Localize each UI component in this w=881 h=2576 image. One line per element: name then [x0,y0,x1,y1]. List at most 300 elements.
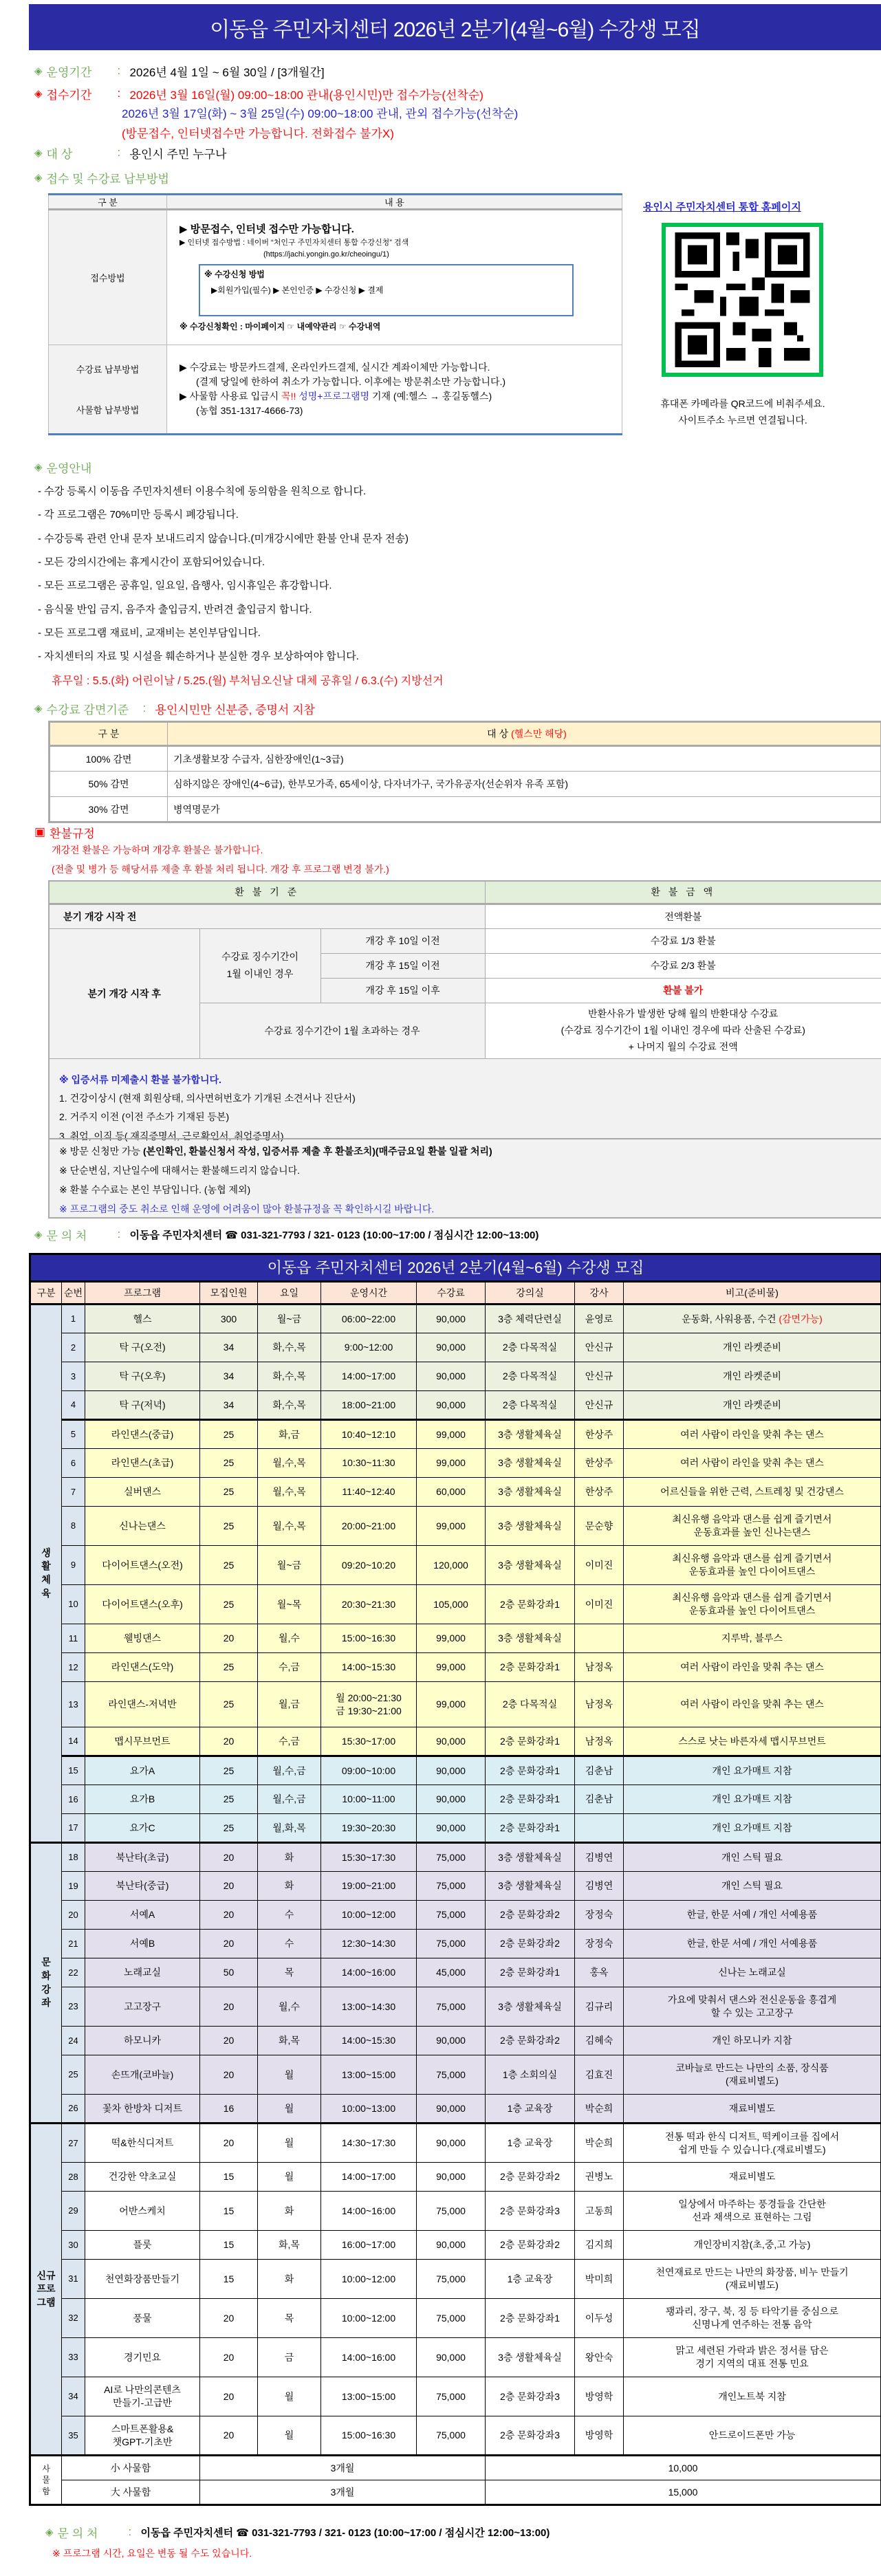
note [624,1756,881,1785]
fee: 90,000 [417,1305,486,1333]
classroom: 2층 문화강좌1 [486,1814,575,1843]
group-label-char: 강 [41,1983,51,1995]
schedule-time: 12:30~14:30 [321,1930,417,1958]
note-text: 개인노트북 지참 [718,2390,786,2402]
qr-caption: 사이트주소 누르면 연결됩니다. [678,415,807,426]
note [624,2299,881,2338]
divider [50,1138,881,1139]
column-header: 운영시간 [321,1282,417,1305]
table-row [30,1843,881,1872]
capacity: 20 [200,2027,258,2055]
instructor: 장정숙 [575,1930,624,1958]
note-text: 안드로이드폰만 가능 [708,2430,796,2441]
label: 문 의 처 [57,2526,98,2540]
note [624,2192,881,2231]
diamond-icon: ◈ [45,2526,54,2538]
table-row [30,1585,881,1624]
schedule-time: 19:00~21:00 [321,1872,417,1901]
note [624,1682,881,1727]
capacity: 20 [200,1930,258,1958]
instructor: 박순희 [575,2124,624,2163]
criteria-sub: 수강료 징수기간이 1월 초과하는 경우 [199,1003,485,1059]
group-label-char: 육 [41,1587,51,1599]
program-name: 하모니카 [85,2027,200,2055]
capacity: 20 [200,2377,258,2416]
note-text: 여러 사람이 라인을 맞춰 추는 댄스 [680,1457,824,1469]
program-name: 요가A [85,1756,200,1785]
classroom: 2층 문화강좌3 [486,2192,575,2231]
instructor [575,1624,624,1653]
group-label-char: 함 [42,2486,50,2496]
line: ▶ 수강료는 방문카드결제, 온라인카드결제, 실시간 계좌이체만 가능합니다. [180,362,490,373]
instructor: 이미진 [575,1546,624,1585]
row-number: 17 [62,1814,85,1843]
row-number: 20 [62,1901,85,1930]
note-text: 최신유행 음악과 댄스를 쉽게 즐기면서 운동효과를 높인 신나는댄스 [672,1514,832,1538]
instructor: 한상주 [575,1449,624,1478]
locker-name: 小 사물함 [62,2456,200,2480]
fee: 90,000 [417,2027,486,2055]
box-title: ※ 수강신청 방법 [204,270,265,280]
fee: 75,000 [417,1872,486,1901]
instructor: 박미희 [575,2260,624,2299]
days: 화 [258,2260,321,2299]
note [624,1391,881,1420]
schedule-time: 15:30~17:30 [321,1843,417,1872]
amount-line: 반환사유가 발생한 당해 월의 반환대상 수강료 [588,1008,779,1020]
row-number: 26 [62,2095,85,2124]
days: 월,수 [258,1624,321,1653]
capacity: 25 [200,1449,258,1478]
days: 월 [258,2163,321,2192]
classroom: 2층 문화강좌1 [486,1756,575,1785]
note [624,1478,881,1507]
table-row [30,1333,881,1362]
fee: 75,000 [417,1901,486,1930]
guide-item: - 자치센터의 자료 및 시설을 훼손하거나 분실한 경우 보상하여야 합니다. [38,651,359,663]
fee: 105,000 [417,1585,486,1624]
capacity: 16 [200,2095,258,2124]
row-number: 22 [62,1958,85,1987]
classroom: 1층 교육장 [486,2095,575,2124]
heading: 운영안내 [46,461,92,475]
classroom: 2층 문화강좌1 [486,1958,575,1987]
locker-period: 3개월 [200,2456,486,2480]
group-label-char: 사 [42,2464,50,2474]
table-row [30,2416,881,2456]
table-row [30,1756,881,1785]
program-name: 꽃차 한방차 디저트 [85,2095,200,2124]
note: ※ 환불 수수료는 본인 부담입니다. (농협 제외) [59,1184,251,1195]
schedule-time: 10:00~12:00 [321,2299,417,2338]
capacity: 20 [200,2124,258,2163]
label: 수강료 감면기준 [46,703,129,717]
fee: 75,000 [417,2416,486,2456]
schedule-time: 11:40~12:40 [321,1478,417,1507]
note [624,1843,881,1872]
instructor: 홍옥 [575,1958,624,1987]
note [624,1449,881,1478]
box-steps: ▶회원가입(필수) ▶ 본인인증 ▶ 수강신청 ▶ 결제 [211,285,384,296]
program-name: 서예B [85,1930,200,1958]
instructor: 남정옥 [575,1682,624,1727]
diamond-icon: ◈ [34,147,43,159]
fee: 45,000 [417,1958,486,1987]
row-number: 3 [62,1362,85,1391]
fee: 90,000 [417,1333,486,1362]
row-number: 9 [62,1546,85,1585]
label: 문 의 처 [46,1229,87,1243]
capacity: 20 [200,2416,258,2456]
note [624,1987,881,2027]
classroom: 3층 생활체육실 [486,1624,575,1653]
row-number: 6 [62,1449,85,1478]
schedule-time: 19:30~20:30 [321,1814,417,1843]
capacity: 25 [200,1756,258,1785]
schedule-time: 10:30~11:30 [321,1449,417,1478]
program-name: 탁 구(저녁) [85,1391,200,1420]
schedule-time: 14:00~17:00 [321,2163,417,2192]
days: 월,수,금 [258,1756,321,1785]
row-number: 28 [62,2163,85,2192]
schedule-table [29,1253,881,2506]
program-name: 고고장구 [85,1987,200,2027]
program-name: 스마트폰활용& 챗GPT-기초반 [85,2416,200,2456]
note [624,1814,881,1843]
classroom: 1층 소회의실 [486,2055,575,2095]
classroom: 2층 다목적실 [486,1682,575,1727]
note-text: 일상에서 마주하는 풍경들을 간단한 선과 채색으로 표현하는 그림 [678,2198,826,2223]
capacity: 25 [200,1546,258,1585]
note [624,2027,881,2055]
classroom: 2층 문화강좌3 [486,2416,575,2456]
footer-note: ※ 프로그램 시간, 요일은 변동 될 수도 있습니다. [52,2548,252,2559]
program-name: 신나는댄스 [85,1507,200,1546]
discount-row [50,772,881,797]
instructor: 김춘남 [575,1785,624,1814]
table-row [30,1653,881,1682]
instructor: 김지희 [575,2231,624,2260]
row-number: 7 [62,1478,85,1507]
capacity: 20 [200,2055,258,2095]
guide-heading [34,459,91,475]
table-row [30,1362,881,1391]
program-name: 경기민요 [85,2338,200,2377]
table-row [30,2338,881,2377]
fee: 75,000 [417,2260,486,2299]
classroom: 2층 문화강좌3 [486,2377,575,2416]
instructor: 안신규 [575,1391,624,1420]
classroom: 2층 문화강좌2 [486,1901,575,1930]
instructor: 박순희 [575,2095,624,2124]
schedule-time: 14:30~17:30 [321,2124,417,2163]
classroom: 3층 생활체육실 [486,1507,575,1546]
days: 화,목 [258,2231,321,2260]
note-text: 개인 스틱 필요 [721,1851,783,1863]
program-name: 탁 구(오전) [85,1333,200,1362]
qr-code[interactable] [662,223,823,377]
row-number: 14 [62,1727,85,1756]
discount-target: 심하지않은 장애인(4~6급), 한부모가족, 65세이상, 다자녀가구, 국가유공자(선순위자 유족 포함) [168,772,881,797]
criteria-period: 개강 후 15일 이후 [320,978,485,1003]
contact-text: 이동읍 주민자치센터 ☎ 031-321-7793 / 321- 0123 (10:00~17:00 / 점심시간 12:00~13:00) [129,1229,539,1241]
page-banner [29,4,881,50]
fee: 99,000 [417,1624,486,1653]
row-number: 25 [62,2055,85,2095]
fee: 90,000 [417,1727,486,1756]
program-name: 라인댄스(도약) [85,1653,200,1682]
note [624,2260,881,2299]
instructor: 김효진 [575,2055,624,2095]
header-target [168,722,881,746]
locker-fee: 15,000 [486,2480,881,2505]
schedule-time: 10:40~12:10 [321,1420,417,1449]
refund-heading [34,824,95,840]
note-text: 최신유행 음악과 댄스를 쉽게 즐기면서 운동효과를 높인 다이어트댄스 [672,1592,832,1616]
fee: 75,000 [417,1843,486,1872]
locker-payment-label: 사물함 납부방법 [76,405,140,415]
qr-code-icon [671,232,814,367]
discount-row [50,797,881,822]
program-name: 요가B [85,1785,200,1814]
capacity: 15 [200,2163,258,2192]
program-name: 웰빙댄스 [85,1624,200,1653]
row-number: 10 [62,1585,85,1624]
note-text: 개인 요가매트 지참 [712,1765,792,1776]
fee-payment-label: 수강료 납부방법 [76,364,140,375]
instructor: 남정옥 [575,1727,624,1756]
days: 수,금 [258,1653,321,1682]
days: 화,수,목 [258,1391,321,1420]
guide-item: - 수강등록 관련 안내 문자 보내드리지 않습니다.(미개강시에만 환불 안내 문자 전송) [38,532,409,545]
schedule-time: 15:30~17:00 [321,1727,417,1756]
header-amount: 환 불 금 액 [485,881,881,904]
days: 월 [258,2124,321,2163]
url-text[interactable]: (https://jachi.yongin.go.kr/cheoingu/1) [263,250,389,259]
instructor: 김병연 [575,1872,624,1901]
method-heading [34,169,169,186]
note: 3. 취업, 이직 등( 재직증명서, 근로확인서, 취업증명서) [59,1131,284,1142]
capacity: 25 [200,1653,258,1682]
fee: 75,000 [417,2192,486,2231]
fee: 99,000 [417,1507,486,1546]
instructor: 고동희 [575,2192,624,2231]
homepage-link[interactable]: 용인시 주민자치센터 통합 홈페이지 [643,201,801,213]
program-name: 탁 구(오후) [85,1362,200,1391]
program-name: 맵시무브먼트 [85,1727,200,1756]
group-label-char: 체 [41,1574,51,1585]
line: (결제 당일에 한하여 취소가 가능합니다. 이후에는 방문취소만 가능합니다.) [196,376,506,387]
capacity: 25 [200,1507,258,1546]
days: 월,수,금 [258,1785,321,1814]
note [624,2416,881,2456]
note-highlight: (감면가능) [779,1313,823,1324]
header-category: 구 분 [49,195,167,210]
table-row [30,1546,881,1585]
note-text: 여러 사람이 라인을 맞춰 추는 댄스 [680,1699,824,1710]
days: 월 [258,2095,321,2124]
note [624,1653,881,1682]
days: 화 [258,1872,321,1901]
diamond-icon: ◈ [34,1229,43,1241]
capacity: 15 [200,2231,258,2260]
row-number: 12 [62,1653,85,1682]
diamond-icon: ◈ [34,88,43,100]
guide-item: - 수강 등록시 이동읍 주민자치센터 이용수칙에 동의함을 원칙으로 합니다. [38,485,367,497]
criteria: 분기 개강 시작 전 [49,904,485,928]
diamond-icon: ◈ [34,65,43,77]
text: (본인확인, 환불신청서 작성, 입증서류 제출 후 환불조치)(매주금요일 환불 일괄 처리) [142,1146,492,1157]
reception-line-1: 2026년 3월 16일(월) 09:00~18:00 관내(용인시민)만 접수가능(선착순) [129,88,483,102]
label: 대 상 [46,147,73,161]
classroom: 1층 교육장 [486,2124,575,2163]
page-title: 이동읍 주민자치센터 2026년 2분기(4월~6월) 수강생 모집 [210,18,700,41]
label: 접수기간 [46,88,92,102]
line [167,389,622,404]
instructor: 이미진 [575,1585,624,1624]
instructor: 방영학 [575,2416,624,2456]
colon: : [142,701,146,714]
guide-item: - 모든 프로그램은 공휴일, 일요일, 읍행사, 임시휴일은 휴강합니다. [38,580,332,592]
note-text: 개인 스틱 필요 [721,1880,783,1892]
note-text: 한글, 한문 서예 / 개인 서예용품 [686,1938,818,1950]
capacity: 34 [200,1391,258,1420]
classroom: 2층 문화강좌2 [486,2231,575,2260]
apply-steps-box [199,264,574,316]
locker-name: 大 사물함 [62,2480,200,2505]
fee: 75,000 [417,2299,486,2338]
colon: : [117,146,121,159]
note-text: 운동화, 사워용품, 수건 [682,1313,779,1324]
table-row [30,1507,881,1546]
diamond-icon: ◈ [34,172,43,184]
capacity: 20 [200,1843,258,1872]
schedule-title: 이동읍 주민자치센터 2026년 2분기(4월~6월) 수강생 모집 [30,1254,881,1282]
days: 화,목 [258,2027,321,2055]
schedule-time: 18:00~21:00 [321,1391,417,1420]
note-text: 맑고 세련된 가락과 밝은 정서를 담은 경기 지역의 대표 전통 민요 [675,2345,829,2369]
instructor: 윤영로 [575,1305,624,1333]
refund-line: 개강전 환불은 가능하며 개강후 환불은 불가합니다. [52,844,263,855]
square-icon: ▣ [34,825,46,838]
fee: 90,000 [417,1785,486,1814]
table-row [30,2231,881,2260]
table-row [30,2027,881,2055]
row-number: 23 [62,1987,85,2027]
column-header: 구분 [30,1282,62,1305]
schedule-time: 14:00~16:00 [321,1958,417,1987]
program-name: 요가C [85,1814,200,1843]
schedule-time: 9:00~12:00 [321,1333,417,1362]
days: 화,금 [258,1420,321,1449]
row-number: 29 [62,2192,85,2231]
capacity: 20 [200,1624,258,1653]
row-number: 5 [62,1420,85,1449]
classroom: 2층 다목적실 [486,1333,575,1362]
table-row [30,1420,881,1449]
instructor: 왕안숙 [575,2338,624,2377]
holiday-notice: 휴무일 : 5.5.(화) 어린이날 / 5.25.(월) 부처님오신날 대체 공휴일 / 6.3.(수) 지방선거 [52,675,444,687]
capacity: 20 [200,2338,258,2377]
days: 월 [258,2377,321,2416]
text: ※ 방문 신청만 가능 [59,1146,143,1157]
amount-line: (수강료 징수기간이 1월 이내인 경우에 따라 산출된 수강료) [561,1024,805,1036]
column-header: 프로그램 [85,1282,200,1305]
criteria-sub: 수강료 징수기간이 1월 이내인 경우 [199,928,320,1003]
instructor: 김춘남 [575,1756,624,1785]
group-label-char: 그램 [36,2296,56,2308]
note [624,1727,881,1756]
table-row [30,2192,881,2231]
line: ※ 수강신청확인 : 마이페이지 ☞ 내예약관리 ☞ 수강내역 [180,322,381,332]
instructor: 한상주 [575,1478,624,1507]
note [624,1546,881,1585]
instructor: 이두성 [575,2299,624,2338]
column-header: 수강료 [417,1282,486,1305]
fee: 99,000 [417,1653,486,1682]
days: 월~금 [258,1546,321,1585]
discount-rate: 100% 감면 [50,746,168,772]
schedule-time: 13:00~15:00 [321,2055,417,2095]
criteria-period: 개강 후 15일 이전 [320,953,485,978]
diamond-icon: ◈ [34,703,43,714]
instructor: 방영학 [575,2377,624,2416]
column-header: 강사 [575,1282,624,1305]
criteria: 분기 개강 시작 후 [49,928,199,1059]
classroom: 3층 생활체육실 [486,1843,575,1872]
column-header: 강의실 [486,1282,575,1305]
instructor: 김규리 [575,1987,624,2027]
capacity: 20 [200,1872,258,1901]
row-number: 13 [62,1682,85,1727]
instructor: 장정숙 [575,1901,624,1930]
amount: 환불 불가 [485,978,881,1003]
group-label [30,2124,62,2456]
classroom: 2층 문화강좌1 [486,1585,575,1624]
days: 수,금 [258,1727,321,1756]
row-number: 11 [62,1624,85,1653]
program-name: 플룻 [85,2231,200,2260]
classroom: 3층 생활체육실 [486,1420,575,1449]
instructor: 권병노 [575,2163,624,2192]
locker-row [30,2480,881,2505]
fee: 75,000 [417,2055,486,2095]
refund-line: (전출 및 병가 등 해당서류 제출 후 환불 처리 됩니다. 개강 후 프로그램 변경 불가.) [52,864,389,875]
schedule-time: 13:00~15:00 [321,2377,417,2416]
classroom: 2층 문화강좌1 [486,2299,575,2338]
note [624,2377,881,2416]
capacity: 25 [200,1420,258,1449]
fee: 90,000 [417,2124,486,2163]
table-row [30,1727,881,1756]
info-target [34,144,226,161]
capacity: 34 [200,1362,258,1391]
schedule-time: 20:00~21:00 [321,1507,417,1546]
table-row [30,1901,881,1930]
note-text: 개인 라켓준비 [722,1371,782,1382]
classroom: 3층 생활체육실 [486,1478,575,1507]
schedule-time: 09:20~10:20 [321,1546,417,1585]
note: ※ 단순변심, 지난일수에 대해서는 환불해드리지 않습니다. [59,1165,301,1176]
column-header: 순번 [62,1282,85,1305]
group-label-char: 프로 [36,2283,56,2295]
note-text: 지루박, 블루스 [721,1633,783,1644]
diamond-icon: ◈ [34,461,43,473]
fee: 90,000 [417,1362,486,1391]
days: 월,수,목 [258,1478,321,1507]
schedule-time: 15:00~16:30 [321,2416,417,2456]
note [624,1362,881,1391]
